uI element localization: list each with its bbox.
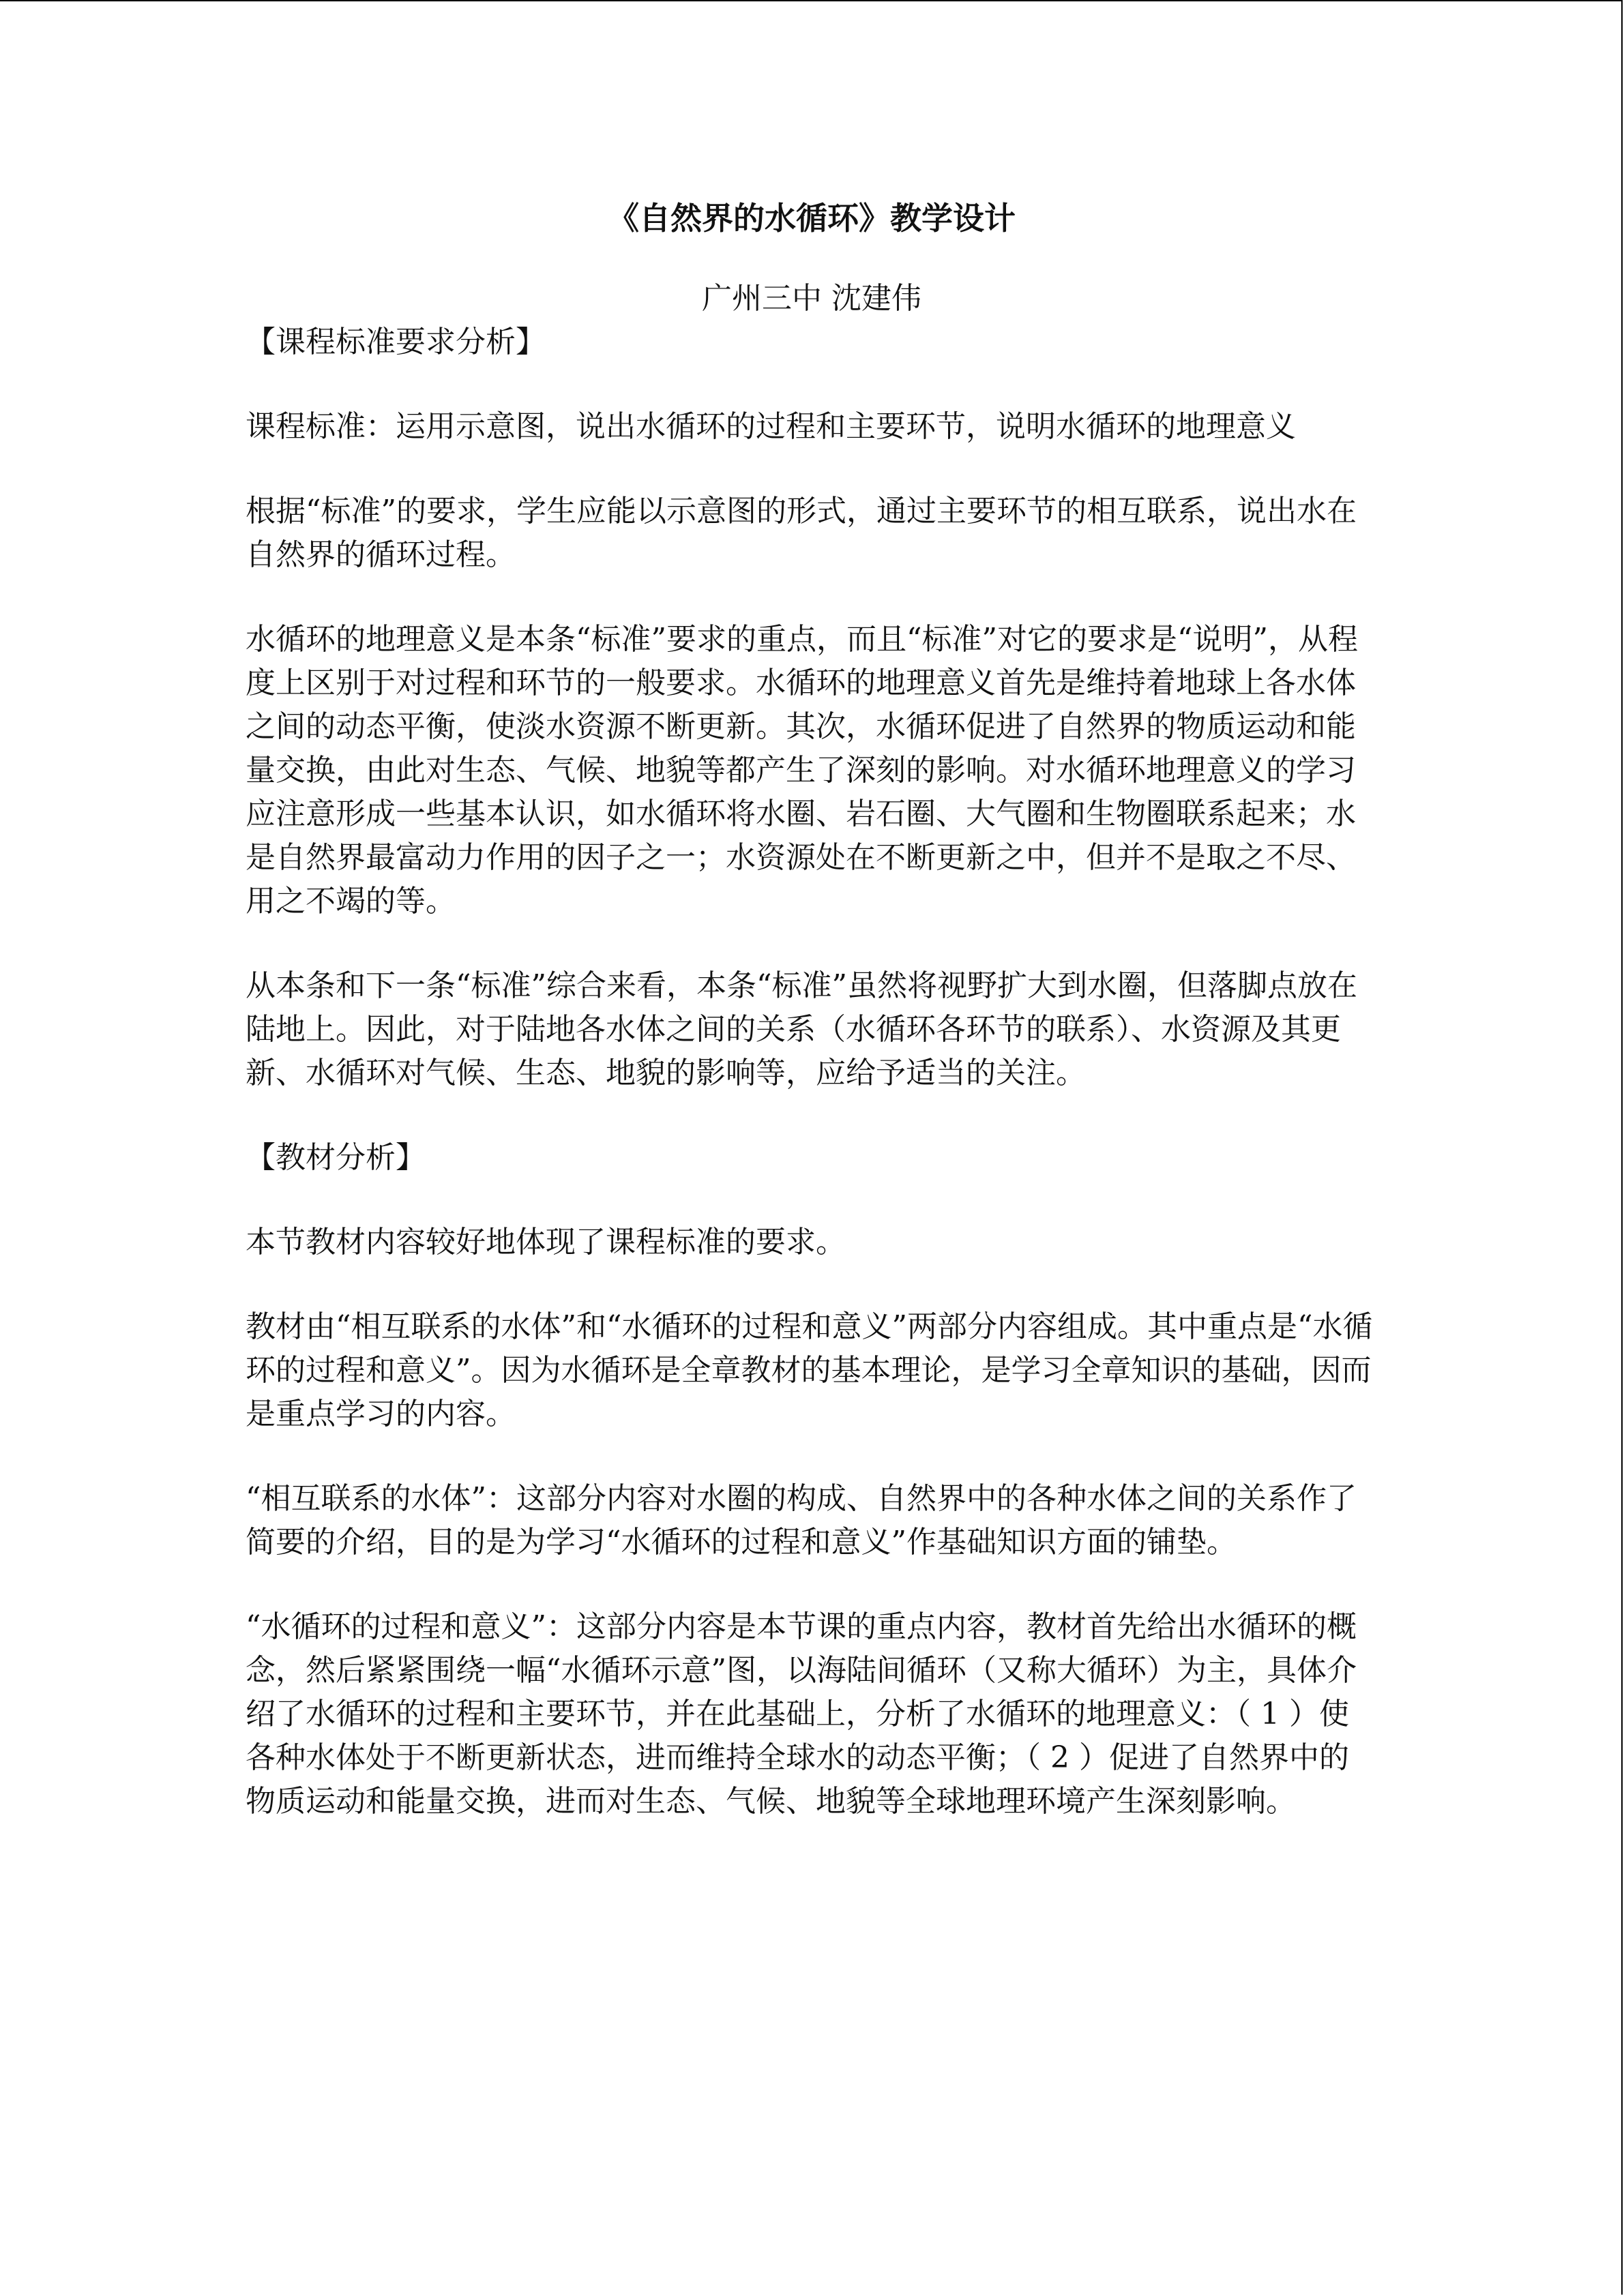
section-heading-curriculum-standard: 【课程标准要求分析】 <box>246 325 546 359</box>
document-title: 《自然界的水循环》教学设计 <box>608 200 1016 237</box>
section-heading-textbook-analysis: 【教材分析】 <box>246 1140 426 1175</box>
paragraph: 本节教材内容较好地体现了课程标准的要求。 <box>246 1225 846 1259</box>
paragraph: 根据“标准”的要求，学生应能以示意图的形式，通过主要环节的相互联系，说出水在自然界的循环过程。 <box>246 494 1357 572</box>
paragraph: 从本条和下一条“标准”综合来看，本条“标准”虽然将视野扩大到水圈，但落脚点放在陆地上。因此，对于陆地各水体之间的关系（水循环各环节的联系）、水资源及其更新、水循环对气候、生态、地貌的影响等，应给予适当的关注。 <box>246 968 1357 1090</box>
document-author: 广州三中 沈建伟 <box>702 281 921 316</box>
document-body <box>246 196 1378 1823</box>
paragraph: “水循环的过程和意义”：这部分内容是本节课的重点内容，教材首先给出水循环的概念，然后紧紧围绕一幅“水循环示意”图，以海陆间循环（又称大循环）为主，具体介绍了水循环的过程和主要环节，并在此基础上，分析了水循环的地理意义：（ 1 ）使各种水体处于不断更新状态，进而维持全球水的动态平衡；（ 2 ）促进了自然界中的物质运动和能量交换，进而对生态、气候、地貌等全球地理环境产生深刻影响。 <box>246 1609 1357 1819</box>
paragraph: 水循环的地理意义是本条“标准”要求的重点，而且“标准”对它的要求是“说明”，从程度上区别于对过程和环节的一般要求。水循环的地理意义首先是维持着地球上各水体之间的动态平衡，使淡水资源不断更新。其次，水循环促进了自然界的物质运动和能量交换，由此对生态、气候、地貌等都产生了深刻的影响。对水循环地理意义的学习应注意形成一些基本认识，如水循环将水圈、岩石圈、大气圈和生物圈联系起来；水是自然界最富动力作用的因子之一；水资源处在不断更新之中，但并不是取之不尽、用之不竭的等。 <box>246 622 1358 919</box>
paragraph: “相互联系的水体”：这部分内容对水圈的构成、自然界中的各种水体之间的关系作了简要的介绍，目的是为学习“水循环的过程和意义”作基础知识方面的铺垫。 <box>246 1481 1357 1560</box>
paragraph: 教材由“相互联系的水体”和“水循环的过程和意义”两部分内容组成。其中重点是“水循环的过程和意义”。因为水循环是全章教材的基本理论，是学习全章知识的基础，因而是重点学习的内容。 <box>246 1309 1373 1431</box>
paragraph: 课程标准：运用示意图，说出水循环的过程和主要环节，说明水循环的地理意义 <box>246 409 1296 444</box>
